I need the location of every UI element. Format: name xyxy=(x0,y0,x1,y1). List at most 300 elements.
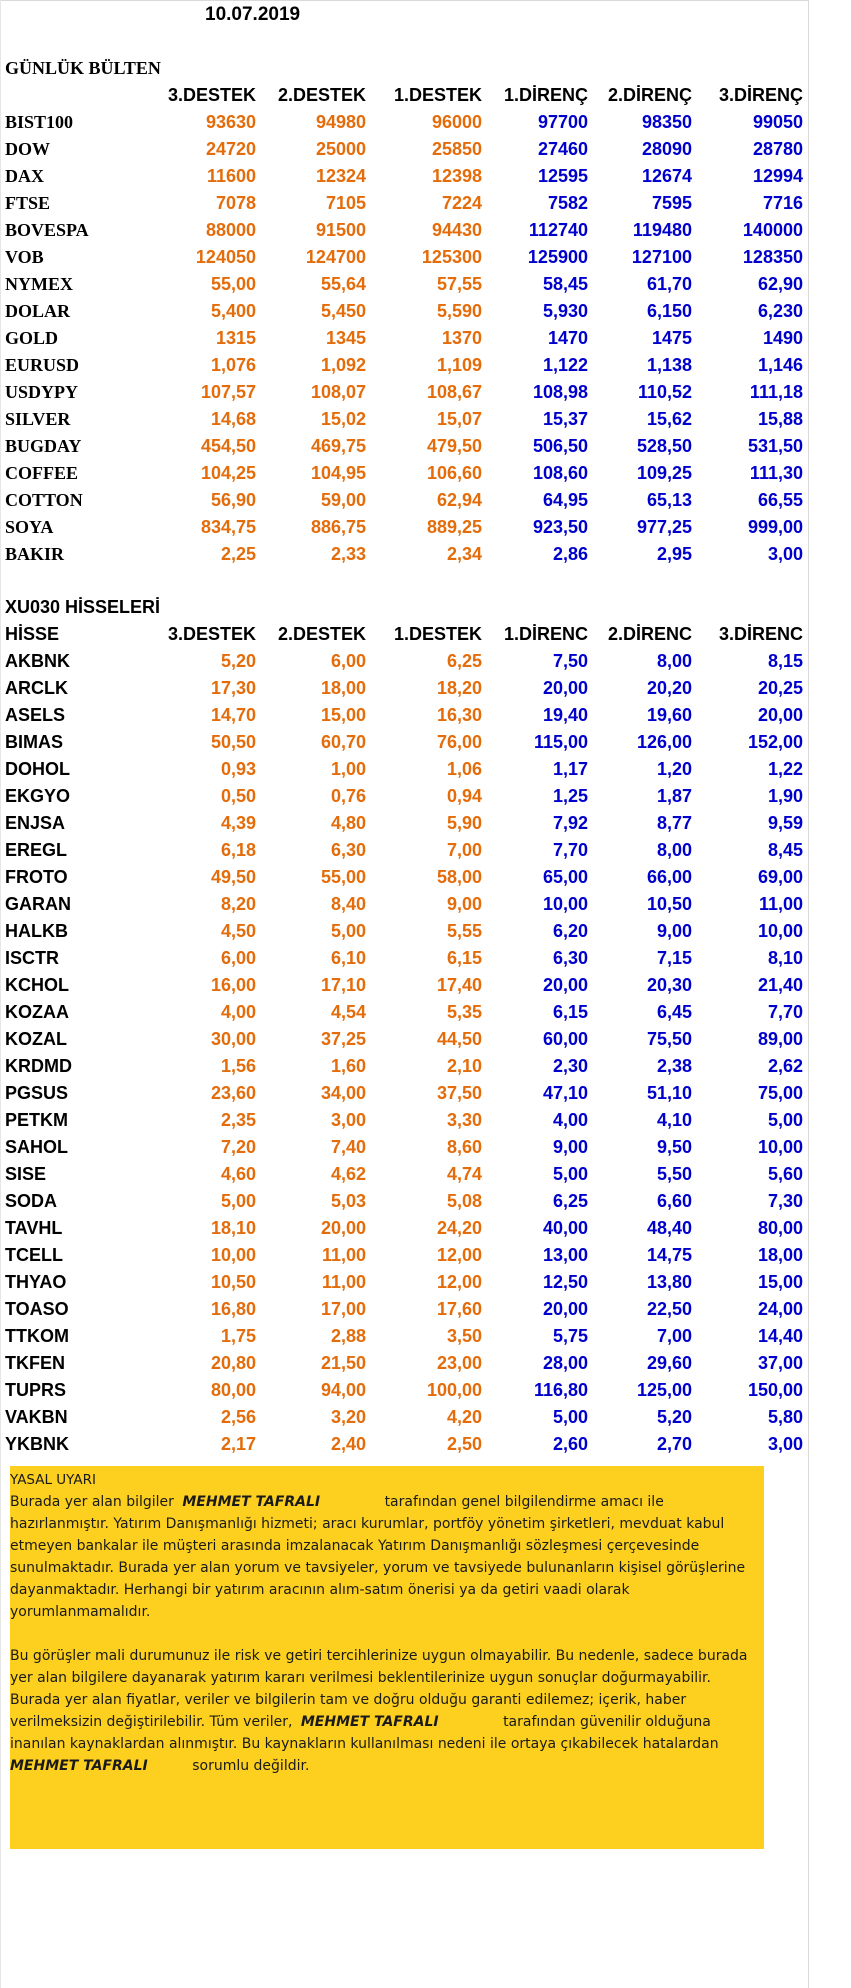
legal-p3-mid: tarafından güvenilir olduğuna inanılan kaynaklardan alınmıştır. Bu kaynakların kullanılması nedeni ile ortaya çıkabilecek hatalardan xyxy=(10,1714,719,1752)
stock-support-value: 2,50 xyxy=(446,1434,482,1454)
stock-support-value: 5,20 xyxy=(220,651,256,671)
stock-resistance-value: 1,20 xyxy=(656,759,692,779)
bulletin-resistance-value: 112740 xyxy=(528,220,588,240)
stock-support-value: 4,54 xyxy=(330,1002,366,1022)
bulletin-resistance-value: 6,230 xyxy=(757,301,803,321)
stock-row xyxy=(0,1296,808,1323)
stock-row xyxy=(0,1350,808,1377)
bulletin-row xyxy=(0,109,808,136)
stock-row-name: EKGYO xyxy=(5,786,71,806)
stocks-header-row xyxy=(0,621,808,648)
stock-resistance-value: 6,45 xyxy=(656,1002,692,1022)
stock-resistance-value: 6,20 xyxy=(552,921,588,941)
stock-support-value: 0,93 xyxy=(220,759,256,779)
bulletin-support-value: 124050 xyxy=(195,247,256,267)
stock-row xyxy=(0,648,808,675)
stock-support-value: 5,55 xyxy=(446,921,482,941)
stock-resistance-value: 1,22 xyxy=(767,759,803,779)
stock-support-value: 44,50 xyxy=(436,1029,482,1049)
stock-row-name: FROTO xyxy=(5,867,68,887)
stock-support-value: 2,10 xyxy=(446,1056,482,1076)
bulletin-support-value: 11600 xyxy=(206,166,256,186)
stock-support-value: 4,74 xyxy=(446,1164,482,1184)
stock-resistance-value: 47,10 xyxy=(542,1083,588,1103)
bulletin-support-value: 59,00 xyxy=(320,490,366,510)
stock-resistance-value: 14,75 xyxy=(646,1245,692,1265)
bulletin-resistance-value: 15,62 xyxy=(646,409,692,429)
bulletin-support-value: 15,07 xyxy=(436,409,482,429)
stock-resistance-value: 60,00 xyxy=(542,1029,588,1049)
bulletin-row-name: COTTON xyxy=(5,490,83,510)
bulletin-row-name: DOLAR xyxy=(5,301,71,321)
stock-resistance-value: 13,00 xyxy=(542,1245,588,1265)
stock-row xyxy=(0,837,808,864)
bulletin-row-name: VOB xyxy=(5,247,44,267)
stock-support-value: 23,00 xyxy=(436,1353,482,1373)
legal-paragraph-2: Bu görüşler mali durumunuz ile risk ve getiri tercihlerinize uygun olmayabilir. Bu nedenle, sadece burada yer alan bilgilere dayanarak yatırım kararı verilmesi beklentilerinize uygun sonuçlar doğurmayabilir. xyxy=(10,1648,748,1686)
stock-resistance-value: 80,00 xyxy=(757,1218,803,1238)
bulletin-support-value: 5,450 xyxy=(320,301,366,321)
stock-row-name: THYAO xyxy=(5,1272,67,1292)
bulletin-support-value: 15,02 xyxy=(320,409,366,429)
stock-support-value: 6,00 xyxy=(330,651,366,671)
stock-row-name: TUPRS xyxy=(5,1380,67,1400)
stock-resistance-value: 2,70 xyxy=(656,1434,692,1454)
stock-resistance-value: 20,25 xyxy=(757,678,803,698)
bulletin-row-name: SILVER xyxy=(5,409,71,429)
stock-support-value: 1,06 xyxy=(446,759,482,779)
stock-resistance-value: 9,00 xyxy=(552,1137,588,1157)
stock-resistance-value: 8,45 xyxy=(767,840,803,860)
stock-support-value: 18,20 xyxy=(436,678,482,698)
stock-resistance-value: 115,00 xyxy=(533,732,588,752)
bulletin-date: 10.07.2019 xyxy=(205,4,301,25)
stock-row xyxy=(0,918,808,945)
bulletin-resistance-value: 506,50 xyxy=(532,436,588,456)
bulletin-resistance-value: 110,52 xyxy=(637,382,692,402)
stock-resistance-value: 10,00 xyxy=(757,921,803,941)
stock-resistance-value: 1,90 xyxy=(767,786,803,806)
stock-resistance-value: 89,00 xyxy=(757,1029,803,1049)
stock-support-value: 0,50 xyxy=(220,786,256,806)
stock-resistance-value: 40,00 xyxy=(542,1218,588,1238)
stock-resistance-value: 69,00 xyxy=(757,867,803,887)
stock-resistance-value: 12,50 xyxy=(542,1272,588,1292)
bulletin-resistance-value: 28780 xyxy=(752,139,803,159)
stock-row xyxy=(0,945,808,972)
bulletin-resistance-value: 64,95 xyxy=(542,490,588,510)
stock-row xyxy=(0,810,808,837)
stock-support-value: 4,62 xyxy=(330,1164,366,1184)
bulletin-support-value: 56,90 xyxy=(210,490,256,510)
stock-support-value: 1,60 xyxy=(330,1056,366,1076)
stock-row xyxy=(0,1188,808,1215)
stock-support-value: 3,20 xyxy=(330,1407,366,1427)
stock-support-value: 10,00 xyxy=(210,1245,256,1265)
stock-support-value: 60,70 xyxy=(320,732,366,752)
stock-support-value: 7,40 xyxy=(330,1137,366,1157)
stock-support-value: 6,25 xyxy=(446,651,482,671)
bulletin-resistance-value: 2,86 xyxy=(552,544,588,564)
bulletin-resistance-value: 140000 xyxy=(742,220,803,240)
bulletin-resistance-value: 7595 xyxy=(651,193,692,213)
stock-support-value: 6,15 xyxy=(446,948,482,968)
stock-row xyxy=(0,1323,808,1350)
page-right-border xyxy=(808,0,809,1988)
stock-row-name: VAKBN xyxy=(5,1407,68,1427)
bulletin-row xyxy=(0,217,808,244)
stock-row-name: ISCTR xyxy=(5,948,59,968)
stock-resistance-value: 5,75 xyxy=(552,1326,588,1346)
bulletin-support-value: 62,94 xyxy=(436,490,482,510)
stock-support-value: 20,00 xyxy=(320,1218,366,1238)
legal-p3-start: Burada yer alan fiyatlar, veriler ve bilgilerin tam ve doğru olduğu garanti edilemez; içerik, haber verilmeksizin değiştirilebilir. Tüm veriler, xyxy=(10,1692,687,1730)
stock-resistance-value: 4,00 xyxy=(552,1110,588,1130)
bulletin-support-value: 104,95 xyxy=(310,463,366,483)
stock-row-name: TOASO xyxy=(5,1299,69,1319)
bulletin-support-value: 2,25 xyxy=(220,544,256,564)
stock-row xyxy=(0,1377,808,1404)
legal-paragraph-3 xyxy=(10,1689,760,1777)
bulletin-resistance-value: 66,55 xyxy=(757,490,803,510)
stock-resistance-value: 6,25 xyxy=(552,1191,588,1211)
bulletin-support-value: 889,25 xyxy=(426,517,482,537)
bulletin-support-value: 5,400 xyxy=(210,301,256,321)
stock-resistance-value: 4,10 xyxy=(656,1110,692,1130)
stock-row xyxy=(0,1269,808,1296)
bulletin-resistance-value: 128350 xyxy=(742,247,803,267)
bulletin-support-value: 14,68 xyxy=(210,409,256,429)
stock-row-name: TAVHL xyxy=(5,1218,63,1238)
stock-resistance-value: 8,10 xyxy=(767,948,803,968)
bulletin-row-name: SOYA xyxy=(5,517,54,537)
bulletin-support-value: 479,50 xyxy=(426,436,482,456)
bulletin-row xyxy=(0,406,808,433)
stocks-first-header: HİSSE xyxy=(5,624,60,644)
bulletin-support-value: 108,07 xyxy=(310,382,366,402)
bulletin-row xyxy=(0,163,808,190)
bulletin-row xyxy=(0,271,808,298)
bulletin-resistance-value: 15,37 xyxy=(542,409,588,429)
bulletin-support-value: 55,64 xyxy=(320,274,366,294)
bulletin-support-value: 886,75 xyxy=(310,517,366,537)
bulletin-support-value: 106,60 xyxy=(426,463,482,483)
bulletin-row xyxy=(0,190,808,217)
stock-row-name: HALKB xyxy=(5,921,68,941)
stock-resistance-value: 10,50 xyxy=(646,894,692,914)
page-top-border xyxy=(0,0,808,1)
bulletin-support-value: 108,67 xyxy=(426,382,482,402)
bulletin-support-value: 469,75 xyxy=(310,436,366,456)
bulletin-row xyxy=(0,298,808,325)
stock-resistance-value: 6,60 xyxy=(656,1191,692,1211)
stock-support-value: 5,08 xyxy=(446,1191,482,1211)
stock-resistance-value: 5,00 xyxy=(552,1164,588,1184)
stocks-header: 3.DİRENC xyxy=(718,624,803,644)
stock-support-value: 15,00 xyxy=(320,705,366,725)
bulletin-row-name: BOVESPA xyxy=(5,220,89,240)
stock-resistance-value: 8,15 xyxy=(767,651,803,671)
bulletin-support-value: 96000 xyxy=(431,112,482,132)
stock-row xyxy=(0,972,808,999)
stock-resistance-value: 1,87 xyxy=(656,786,692,806)
bulletin-resistance-value: 1,138 xyxy=(646,355,692,375)
bulletin-resistance-value: 1470 xyxy=(547,328,588,348)
stock-resistance-value: 150,00 xyxy=(747,1380,803,1400)
stock-support-value: 1,00 xyxy=(330,759,366,779)
bulletin-support-value: 125300 xyxy=(421,247,482,267)
stock-resistance-value: 5,20 xyxy=(656,1407,692,1427)
bulletin-support-value: 1345 xyxy=(325,328,366,348)
bulletin-row xyxy=(0,136,808,163)
bulletin-header: 3.DESTEK xyxy=(167,85,256,105)
stocks-header: 2.DİRENC xyxy=(607,624,692,644)
stock-resistance-value: 19,60 xyxy=(646,705,692,725)
stock-support-value: 10,50 xyxy=(210,1272,256,1292)
stock-support-value: 50,50 xyxy=(210,732,256,752)
bulletin-resistance-value: 58,45 xyxy=(542,274,588,294)
stock-row xyxy=(0,864,808,891)
stock-support-value: 18,00 xyxy=(320,678,366,698)
stock-support-value: 2,35 xyxy=(220,1110,256,1130)
bulletin-resistance-value: 2,95 xyxy=(656,544,692,564)
bulletin-resistance-value: 528,50 xyxy=(636,436,692,456)
bulletin-resistance-value: 125900 xyxy=(527,247,588,267)
bulletin-resistance-value: 5,930 xyxy=(542,301,588,321)
bulletin-support-value: 104,25 xyxy=(200,463,256,483)
bulletin-row-name: FTSE xyxy=(5,193,51,213)
stock-support-value: 24,20 xyxy=(436,1218,482,1238)
bulletin-support-value: 1,076 xyxy=(210,355,256,375)
bulletin-support-value: 1370 xyxy=(441,328,482,348)
bulletin-row xyxy=(0,379,808,406)
stock-row-name: TKFEN xyxy=(5,1353,65,1373)
bulletin-resistance-value: 108,60 xyxy=(532,463,588,483)
stocks-header: 3.DESTEK xyxy=(167,624,256,644)
stock-row-name: BIMAS xyxy=(5,732,63,752)
bulletin-support-value: 94430 xyxy=(431,220,482,240)
stock-resistance-value: 152,00 xyxy=(747,732,803,752)
stock-row xyxy=(0,783,808,810)
stock-row xyxy=(0,1404,808,1431)
stock-support-value: 3,30 xyxy=(446,1110,482,1130)
stock-row-name: SISE xyxy=(5,1164,47,1184)
stock-support-value: 76,00 xyxy=(436,732,482,752)
bulletin-row-name: DAX xyxy=(5,166,44,186)
bulletin-support-value: 454,50 xyxy=(200,436,256,456)
bulletin-resistance-value: 999,00 xyxy=(747,517,803,537)
stock-support-value: 4,60 xyxy=(220,1164,256,1184)
stock-resistance-value: 2,38 xyxy=(656,1056,692,1076)
stock-row-name: KOZAL xyxy=(5,1029,67,1049)
stock-row xyxy=(0,756,808,783)
stock-row-name: SODA xyxy=(5,1191,58,1211)
stock-resistance-value: 7,30 xyxy=(767,1191,803,1211)
bulletin-resistance-value: 108,98 xyxy=(532,382,588,402)
stock-row xyxy=(0,702,808,729)
stock-resistance-value: 116,80 xyxy=(533,1380,588,1400)
stock-row-name: ASELS xyxy=(5,705,66,725)
stock-row-name: TCELL xyxy=(5,1245,63,1265)
bulletin-support-value: 5,590 xyxy=(436,301,482,321)
stock-resistance-value: 7,70 xyxy=(767,1002,803,1022)
stock-resistance-value: 9,00 xyxy=(656,921,692,941)
bulletin-title: GÜNLÜK BÜLTEN xyxy=(5,58,161,78)
bulletin-resistance-value: 1,146 xyxy=(757,355,803,375)
stock-row xyxy=(0,1161,808,1188)
bulletin-resistance-value: 7716 xyxy=(762,193,803,213)
bulletin-support-value: 88000 xyxy=(205,220,256,240)
stock-support-value: 37,25 xyxy=(320,1029,366,1049)
stock-support-value: 0,76 xyxy=(330,786,366,806)
stock-resistance-value: 5,60 xyxy=(767,1164,803,1184)
stock-resistance-value: 19,40 xyxy=(542,705,588,725)
bulletin-row xyxy=(0,514,808,541)
stock-resistance-value: 7,15 xyxy=(656,948,692,968)
stock-resistance-value: 20,00 xyxy=(542,975,588,995)
bulletin-resistance-value: 127100 xyxy=(631,247,692,267)
stock-resistance-value: 20,00 xyxy=(757,705,803,725)
bulletin-support-value: 12324 xyxy=(315,166,366,186)
bulletin-row-name: BUGDAY xyxy=(5,436,82,456)
bulletin-support-value: 1,109 xyxy=(436,355,482,375)
stock-resistance-value: 1,25 xyxy=(552,786,588,806)
stock-row xyxy=(0,1080,808,1107)
bulletin-resistance-value: 119480 xyxy=(632,220,692,240)
bulletin-resistance-value: 531,50 xyxy=(747,436,803,456)
bulletin-support-value: 55,00 xyxy=(210,274,256,294)
stock-support-value: 37,50 xyxy=(436,1083,482,1103)
stock-resistance-value: 28,00 xyxy=(542,1353,588,1373)
stocks-header: 2.DESTEK xyxy=(277,624,366,644)
stock-resistance-value: 75,50 xyxy=(646,1029,692,1049)
legal-title: YASAL UYARI xyxy=(10,1472,96,1488)
bulletin-support-value: 24720 xyxy=(205,139,256,159)
stock-resistance-value: 5,80 xyxy=(767,1407,803,1427)
bulletin-resistance-value: 923,50 xyxy=(532,517,588,537)
bulletin-resistance-value: 61,70 xyxy=(646,274,692,294)
bulletin-resistance-value: 65,13 xyxy=(646,490,692,510)
stock-resistance-value: 125,00 xyxy=(636,1380,692,1400)
bulletin-resistance-value: 12994 xyxy=(752,166,803,186)
stock-support-value: 4,00 xyxy=(220,1002,256,1022)
stock-support-value: 16,00 xyxy=(210,975,256,995)
stock-row xyxy=(0,999,808,1026)
bulletin-row-name: GOLD xyxy=(5,328,59,348)
stock-support-value: 17,10 xyxy=(320,975,366,995)
bulletin-support-value: 57,55 xyxy=(436,274,482,294)
stock-resistance-value: 2,62 xyxy=(767,1056,803,1076)
stock-support-value: 2,56 xyxy=(220,1407,256,1427)
bulletin-resistance-value: 6,150 xyxy=(646,301,692,321)
stock-support-value: 23,60 xyxy=(210,1083,256,1103)
stock-row xyxy=(0,729,808,756)
stock-support-value: 6,00 xyxy=(220,948,256,968)
stock-resistance-value: 15,00 xyxy=(757,1272,803,1292)
stock-support-value: 7,20 xyxy=(220,1137,256,1157)
bulletin-support-value: 7224 xyxy=(441,193,482,213)
bulletin-resistance-value: 27460 xyxy=(537,139,588,159)
stock-resistance-value: 22,50 xyxy=(646,1299,692,1319)
stock-support-value: 12,00 xyxy=(436,1245,482,1265)
stock-resistance-value: 6,15 xyxy=(552,1002,588,1022)
bulletin-resistance-value: 109,25 xyxy=(636,463,692,483)
stock-support-value: 80,00 xyxy=(210,1380,256,1400)
stock-resistance-value: 7,50 xyxy=(552,651,588,671)
bulletin-row xyxy=(0,325,808,352)
bulletin-resistance-value: 1475 xyxy=(651,328,692,348)
stock-resistance-value: 9,50 xyxy=(656,1137,692,1157)
stock-row-name: GARAN xyxy=(5,894,71,914)
bulletin-resistance-value: 1490 xyxy=(762,328,803,348)
stock-support-value: 55,00 xyxy=(320,867,366,887)
stock-row-name: SAHOL xyxy=(5,1137,68,1157)
stocks-table xyxy=(0,621,808,1458)
bulletin-support-value: 2,34 xyxy=(446,544,482,564)
bulletin-resistance-value: 99050 xyxy=(752,112,803,132)
bulletin-support-value: 12398 xyxy=(431,166,482,186)
stock-support-value: 16,80 xyxy=(210,1299,256,1319)
bulletin-resistance-value: 7582 xyxy=(547,193,588,213)
legal-p1-rest: tarafından genel bilgilendirme amacı ile hazırlanmıştır. Yatırım Danışmanlığı hizmeti; aracı kurumlar, portföy yönetim şirketleri, mevduat kabul etmeyen bankalar ile müşteri arasında imzalanacak Yatırım Danışmanlığı sözleşmesi çerçevesinde sunulmaktadır. Burada yer alan yorum ve tavsiyeler, yorum ve tavsiyede bulunanların kişisel görüşlerine dayanmaktadır. Herhangi bir yatırım aracının alım-satım önerisi ya da getiri vaadi olarak yorumlanmamalıdır. xyxy=(10,1494,746,1620)
legal-p1-start: Burada yer alan bilgiler xyxy=(10,1494,174,1510)
stock-resistance-value: 37,00 xyxy=(757,1353,803,1373)
stock-resistance-value: 7,00 xyxy=(656,1326,692,1346)
bulletin-row-name: BAKIR xyxy=(5,544,65,564)
bulletin-resistance-value: 28090 xyxy=(641,139,692,159)
stock-row-name: ARCLK xyxy=(5,678,68,698)
bulletin-support-value: 93630 xyxy=(205,112,256,132)
stock-resistance-value: 9,59 xyxy=(767,813,803,833)
stock-support-value: 4,80 xyxy=(330,813,366,833)
stock-support-value: 4,39 xyxy=(220,813,256,833)
bulletin-support-value: 7078 xyxy=(215,193,256,213)
stock-row-name: PGSUS xyxy=(5,1083,69,1103)
stock-support-value: 5,03 xyxy=(330,1191,366,1211)
bulletin-resistance-value: 62,90 xyxy=(757,274,803,294)
stock-resistance-value: 2,30 xyxy=(552,1056,588,1076)
stock-resistance-value: 7,70 xyxy=(552,840,588,860)
bulletin-resistance-value: 12674 xyxy=(641,166,692,186)
stock-resistance-value: 13,80 xyxy=(646,1272,692,1292)
bulletin-support-value: 834,75 xyxy=(200,517,256,537)
stock-resistance-value: 8,77 xyxy=(656,813,692,833)
bulletin-row xyxy=(0,244,808,271)
legal-author: MEHMET TAFRALI xyxy=(182,1494,321,1510)
stock-support-value: 12,00 xyxy=(436,1272,482,1292)
stock-row xyxy=(0,1242,808,1269)
stock-row-name: KOZAA xyxy=(5,1002,69,1022)
stocks-header: 1.DİRENC xyxy=(503,624,588,644)
stock-resistance-value: 126,00 xyxy=(636,732,692,752)
stock-row xyxy=(0,1134,808,1161)
stock-support-value: 11,00 xyxy=(321,1272,366,1292)
bulletin-row-name: EURUSD xyxy=(5,355,80,375)
stock-resistance-value: 51,10 xyxy=(646,1083,692,1103)
stock-resistance-value: 6,30 xyxy=(552,948,588,968)
stock-support-value: 1,56 xyxy=(220,1056,256,1076)
stock-resistance-value: 11,00 xyxy=(758,894,803,914)
legal-spacer xyxy=(10,1623,760,1645)
stock-support-value: 1,75 xyxy=(220,1326,256,1346)
stock-row xyxy=(0,675,808,702)
stock-support-value: 16,30 xyxy=(436,705,482,725)
bulletin-row xyxy=(0,433,808,460)
stock-support-value: 4,20 xyxy=(446,1407,482,1427)
bulletin-row xyxy=(0,352,808,379)
stock-support-value: 6,10 xyxy=(330,948,366,968)
legal-p3-end: sorumlu değildir. xyxy=(192,1758,310,1774)
